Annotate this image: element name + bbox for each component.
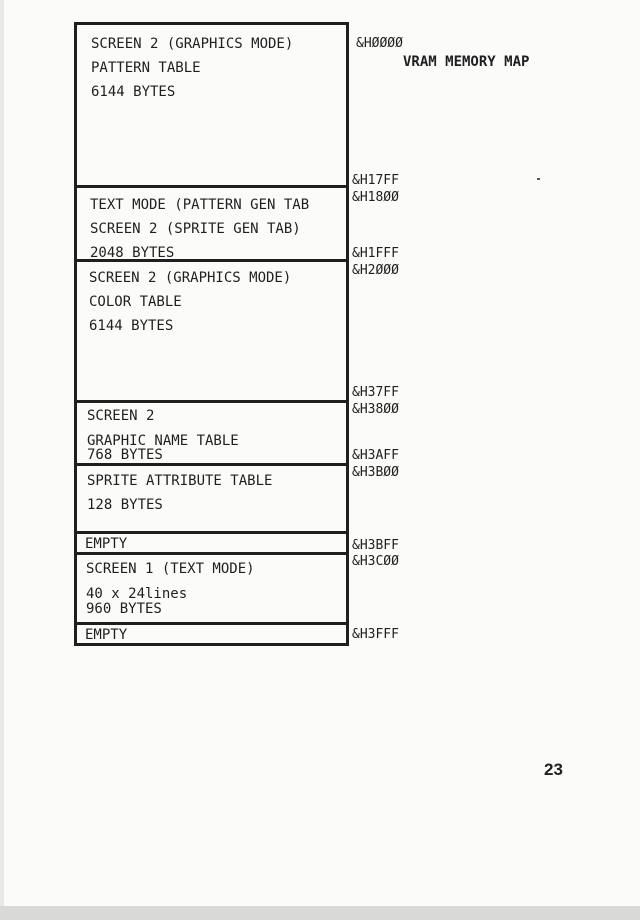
region-text: 768 BYTES [87,447,163,463]
address-label: &H3CØØ [352,554,399,569]
address-label: &H3BFF [352,538,399,553]
address-label: &H37FF [352,385,399,400]
region-text: PATTERN TABLE [91,60,201,76]
region-text: SCREEN 2 (GRAPHICS MODE) [89,270,292,286]
diagram-title: VRAM MEMORY MAP [403,54,530,70]
region-text: GRAPHIC NAME TABLE [87,433,239,449]
page-number: 23 [544,760,563,779]
address-label: &HØØØØ [356,36,403,51]
address-label: &H3AFF [352,448,399,463]
region-text: EMPTY [85,627,128,643]
region-text: 2048 BYTES [90,245,175,261]
region-color-table [74,259,349,405]
region-empty-2 [74,622,349,646]
region-name-table [74,400,349,466]
region-text: SPRITE ATTRIBUTE TABLE [87,473,273,489]
page-bottom-edge [0,906,640,920]
address-label: &H38ØØ [352,402,399,417]
region-screen1-name-table [74,552,349,625]
address-label: &H2ØØØ [352,263,399,278]
region-text: SCREEN 1 (TEXT MODE) [86,561,255,577]
region-text: 6144 BYTES [91,84,176,100]
region-pattern-gen-table [74,185,349,262]
region-pattern-table [74,22,349,188]
region-text: SCREEN 2 (SPRITE GEN TAB) [90,221,301,237]
region-text: 128 BYTES [87,497,163,513]
region-text: EMPTY [85,536,128,552]
region-sprite-attribute-table [74,463,349,534]
print-speck [537,178,540,180]
region-text: 40 x 24lines [86,586,188,602]
page-edge [0,0,4,920]
address-label: &H17FF [352,173,399,188]
region-text: 960 BYTES [86,601,162,617]
region-text: COLOR TABLE [89,294,182,310]
address-label: &H3FFF [352,627,399,642]
address-label: &H3BØØ [352,465,399,480]
region-text: SCREEN 2 [87,408,155,424]
region-text: SCREEN 2 (GRAPHICS MODE) [91,36,294,52]
address-label: &H1FFF [352,246,399,261]
region-text: TEXT MODE (PATTERN GEN TAB [90,197,310,213]
region-text: 6144 BYTES [89,318,174,334]
address-label: &H18ØØ [352,190,399,205]
